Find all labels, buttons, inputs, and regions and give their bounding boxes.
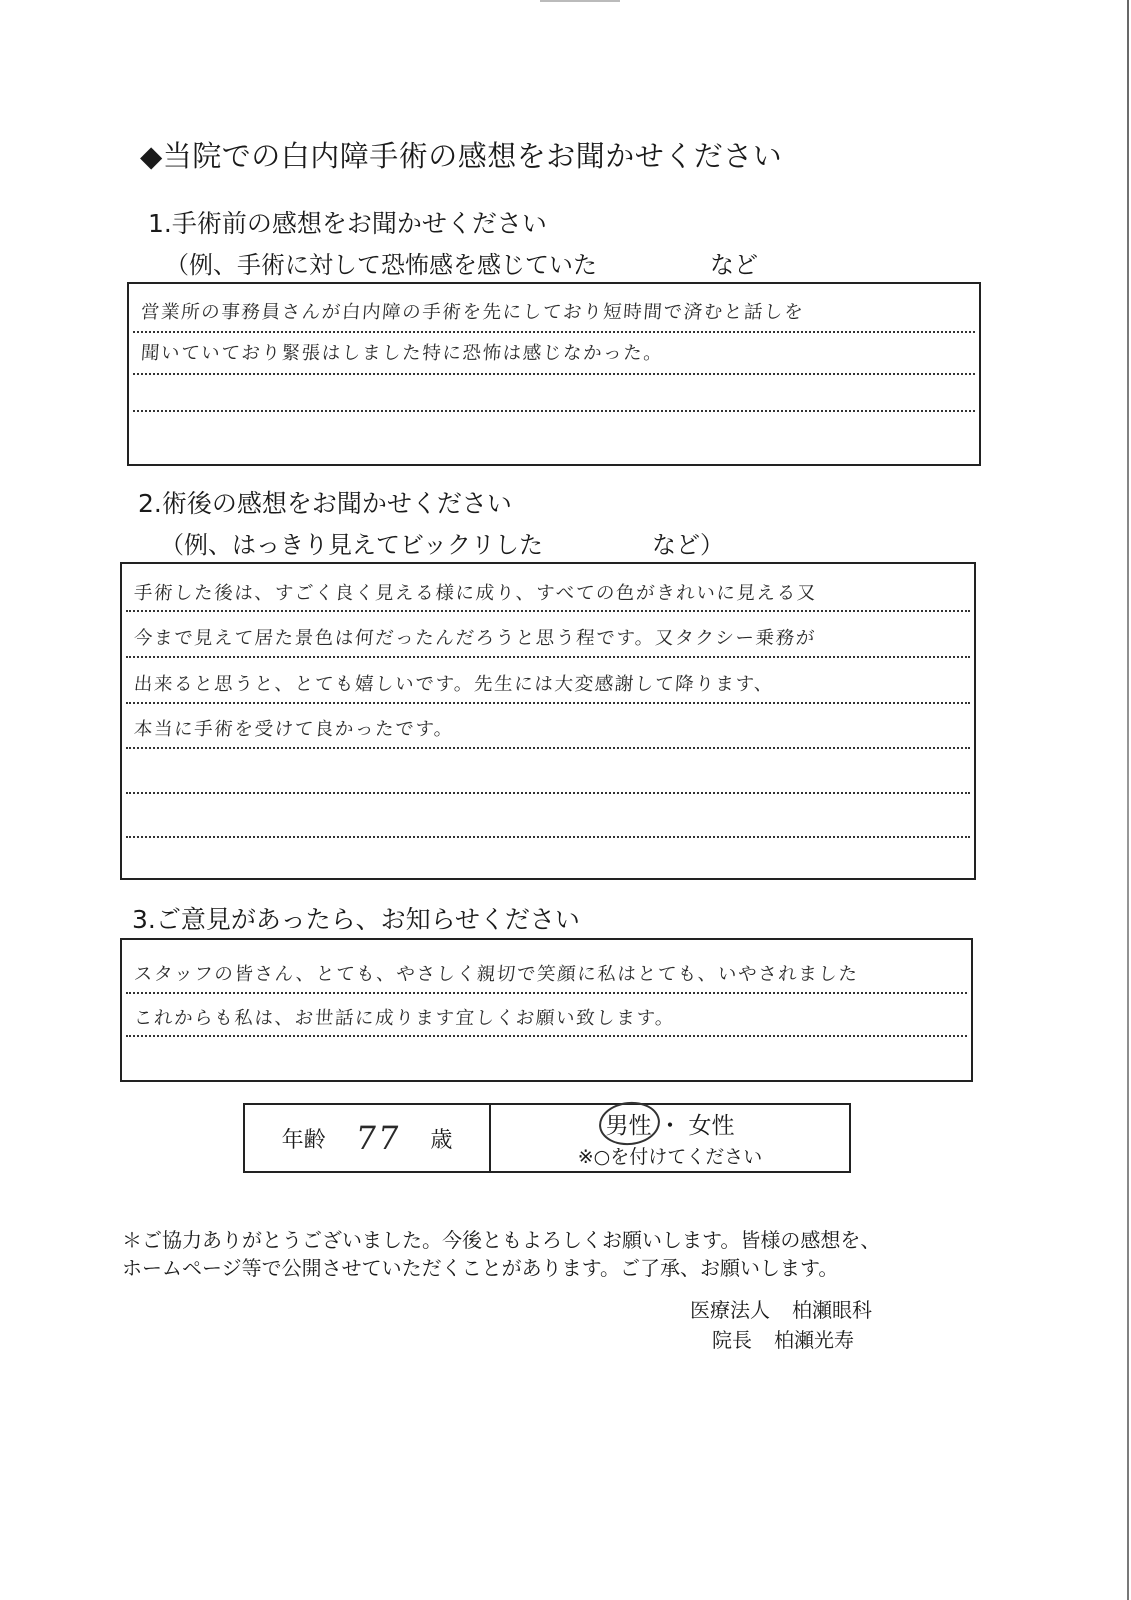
age-unit: 歳 bbox=[430, 1127, 453, 1153]
dotted-rule bbox=[126, 656, 970, 658]
question-1-heading: 1.手術前の感想をお聞かせください bbox=[148, 209, 547, 238]
director-name: 柏瀬光寿 bbox=[774, 1328, 854, 1352]
question-1-answer-line: 聞いていており緊張はしました特に恐怖は感じなかった。 bbox=[140, 343, 665, 364]
question-2-answer-line: 手術した後は、すごく良く見える様に成り、すべての色がきれいに見える又 bbox=[133, 583, 818, 604]
question-1-example-text: （例、手術に対して恐怖感を感じていた bbox=[165, 251, 597, 279]
age-value[interactable]: 77 bbox=[352, 1119, 404, 1157]
dotted-rule bbox=[126, 747, 970, 749]
question-2-answer-line: 本当に手術を受けて良かったです。 bbox=[133, 719, 455, 740]
gender-instruction: ※○を付けてください bbox=[577, 1146, 763, 1168]
director-signature bbox=[712, 1324, 854, 1353]
question-2-example bbox=[160, 525, 760, 560]
question-1-answer-line: 営業所の事務員さんが白内障の手術を先にしており短時間で済むと話しを bbox=[140, 302, 805, 323]
dotted-rule bbox=[126, 1035, 967, 1037]
age-cell bbox=[245, 1105, 491, 1171]
dotted-rule bbox=[126, 992, 967, 994]
gender-cell bbox=[491, 1105, 849, 1171]
question-1-answer-box[interactable] bbox=[127, 282, 981, 466]
gender-separator: ・ bbox=[658, 1113, 682, 1139]
profile-table bbox=[243, 1103, 851, 1173]
clinic-name: 柏瀬眼科 bbox=[792, 1298, 872, 1322]
footer-note-line: ホームページ等で公開させていただくことがあります。ご了承、お願いします。 bbox=[122, 1256, 839, 1280]
footer-note-line: ＊ご協力ありがとうございました。今後ともよろしくお願いします。皆様の感想を、 bbox=[122, 1228, 881, 1252]
dotted-rule bbox=[133, 410, 975, 412]
dotted-rule bbox=[126, 836, 970, 838]
question-3-answer-line: これからも私は、お世話に成ります宜しくお願い致します。 bbox=[133, 1008, 676, 1029]
question-2-example-suffix: など） bbox=[652, 531, 724, 559]
dotted-rule bbox=[126, 792, 970, 794]
scan-edge-right bbox=[1127, 0, 1129, 1600]
question-2-answer-line: 今まで見えて居た景色は何だったんだろうと思う程です。又タクシー乗務が bbox=[133, 628, 817, 649]
form-title: ◆当院での白内障手術の感想をお聞かせください bbox=[140, 139, 783, 173]
question-1-example-suffix: など bbox=[710, 251, 758, 279]
question-3-answer-box[interactable] bbox=[120, 938, 973, 1082]
dotted-rule bbox=[133, 373, 975, 375]
gender-options bbox=[603, 1107, 738, 1140]
dotted-rule bbox=[133, 331, 975, 333]
question-2-heading: 2.術後の感想をお聞かせください bbox=[138, 489, 512, 518]
gender-option-male[interactable]: 男性 bbox=[603, 1107, 655, 1140]
scan-edge-top bbox=[540, 0, 620, 2]
question-1-example bbox=[165, 245, 785, 280]
gender-option-female[interactable]: 女性 bbox=[688, 1113, 735, 1139]
age-label: 年齢 bbox=[281, 1127, 326, 1153]
question-3-heading: 3.ご意見があったら、お知らせください bbox=[132, 905, 580, 934]
clinic-signature bbox=[690, 1294, 872, 1323]
dotted-rule bbox=[126, 702, 970, 704]
question-2-example-text: （例、はっきり見えてビックリした bbox=[160, 531, 544, 559]
question-3-answer-line: スタッフの皆さん、とても、やさしく親切で笑顔に私はとても、いやされました bbox=[133, 964, 860, 985]
director-title: 院長 bbox=[712, 1328, 752, 1352]
question-2-answer-box[interactable] bbox=[120, 562, 976, 880]
org-type: 医療法人 bbox=[690, 1298, 770, 1322]
dotted-rule bbox=[126, 610, 970, 612]
question-2-answer-line: 出来ると思うと、とても嬉しいです。先生には大変感謝して降ります、 bbox=[133, 674, 775, 695]
